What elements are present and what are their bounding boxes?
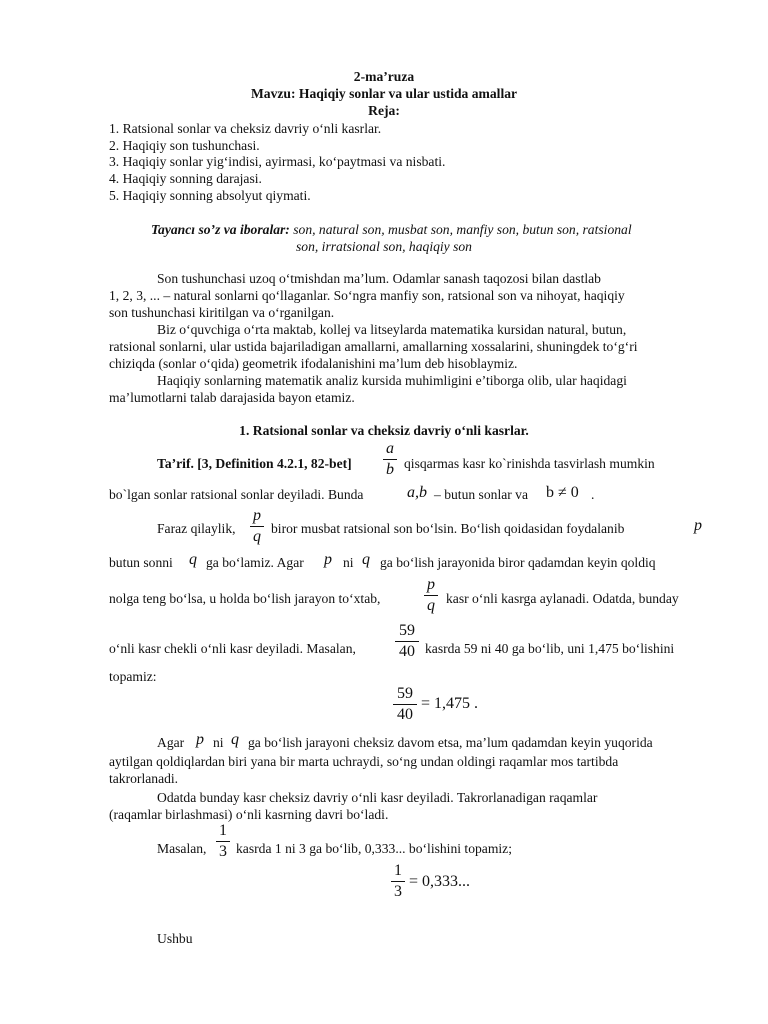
paragraph-text: biror musbat ratsional son bo‘lsin. Bo‘lish qoidasidan foydalanib: [271, 521, 625, 536]
paragraph-text: ni: [213, 735, 224, 750]
fraction-numerator: 59: [397, 685, 413, 702]
fraction-59-over-40: [395, 622, 419, 661]
math-vars: a,b: [407, 484, 427, 501]
intro-line: Haqiqiy sonlarning matematik analiz kursida muhimligini e’tiborga olib, ular haqidagi: [157, 373, 627, 388]
lecture-topic: Mavzu: Haqiqiy sonlar va ular ustida amallar: [250, 86, 518, 101]
section-title: 1. Ratsional sonlar va cheksiz davriy o‘nli kasrlar.: [239, 423, 529, 438]
fraction-numerator: 59: [399, 622, 415, 639]
paragraph-text: ni: [343, 555, 354, 570]
intro-line: 1, 2, 3, ... – natural sonlarni qo‘llaganlar. So‘ngra manfiy son, ratsional son va nihoyat, haqiqiy: [109, 288, 625, 303]
intro-line: chiziqda (sonlar o‘qida) geometrik ifodalanishini ma’lum deb hisoblaymiz.: [109, 356, 518, 371]
fraction-numerator: p: [253, 507, 261, 524]
definition-label: Ta’rif. [3, Definition 4.2.1, 82-bet]: [157, 456, 352, 471]
lecture-number: 2-ma’ruza: [353, 69, 415, 84]
fraction-denominator: b: [386, 461, 394, 478]
fraction-bar: [383, 459, 397, 460]
paragraph-text: ga bo‘lish jarayoni cheksiz davom etsa, ma’lum qadamdan keyin yuqorida: [248, 735, 653, 750]
fraction-bar: [393, 704, 417, 705]
math-var-q: q: [362, 551, 370, 568]
fraction-numerator: a: [386, 440, 394, 457]
paragraph-text: kasr o‘nli kasrga aylanadi. Odatda, bunday: [446, 591, 679, 606]
equation-fraction-1-3: [391, 862, 405, 901]
fraction-numerator: p: [427, 576, 435, 593]
math-var-p: p: [324, 551, 332, 568]
fraction-p-over-q: [250, 507, 264, 546]
paragraph-text: Masalan,: [157, 841, 207, 856]
fraction-numerator: 1: [219, 822, 227, 839]
fraction-1-over-3: [216, 822, 230, 861]
math-var-q: q: [189, 551, 197, 568]
math-condition: b ≠ 0: [546, 484, 579, 501]
definition-text: bo`lgan sonlar ratsional sonlar deyiladi. Bunda: [109, 487, 364, 502]
fraction-denominator: 40: [397, 706, 413, 723]
definition-end: .: [591, 487, 595, 502]
definition-text: – butun sonlar va: [434, 487, 529, 502]
keywords-line-2: son, irratsional son, haqiqiy son: [296, 239, 472, 254]
keywords-text: son, natural son, musbat son, manfiy son, butun son, ratsional: [289, 222, 632, 237]
plan-item: 2. Haqiqiy son tushunchasi.: [109, 138, 260, 153]
fraction-bar: [216, 841, 230, 842]
intro-line: Son tushunchasi uzoq o‘tmishdan ma’lum. Odamlar sanash taqozosi bilan dastlab: [157, 271, 601, 286]
keywords-line: [151, 221, 632, 238]
fraction-denominator: q: [253, 528, 261, 545]
paragraph-text: (raqamlar birlashmasi) o‘nli kasrning davri bo‘ladi.: [109, 807, 389, 822]
math-var-p: p: [196, 731, 204, 748]
paragraph-text: Ushbu: [157, 931, 193, 946]
plan-item: 1. Ratsional sonlar va cheksiz davriy o‘nli kasrlar.: [109, 121, 382, 136]
fraction-denominator: q: [427, 597, 435, 614]
math-var-p: p: [694, 517, 702, 534]
keywords-label: Tayancı so’z va iboralar:: [151, 222, 290, 237]
fraction-bar: [395, 641, 419, 642]
math-var-q: q: [231, 731, 239, 748]
fraction-denominator: 3: [219, 843, 227, 860]
paragraph-text: ga bo‘lamiz. Agar: [206, 555, 304, 570]
paragraph-text: butun sonni: [109, 555, 173, 570]
fraction-denominator: 40: [399, 643, 415, 660]
paragraph-text: takrorlanadi.: [109, 771, 179, 786]
equation-result: = 0,333...: [409, 873, 471, 890]
fraction-denominator: 3: [394, 883, 402, 900]
equation-fraction-59-40: [393, 685, 417, 724]
intro-line: son tushunchasi kiritilgan va o‘rganilgan.: [109, 305, 335, 320]
paragraph-text: Odatda bunday kasr cheksiz davriy o‘nli kasr deyiladi. Takrorlanadigan raqamlar: [157, 790, 598, 805]
paragraph-text: aytilgan qoldiqlardan biri yana bir marta uchraydi, so‘ng undan oldingi raqamlar mos tartibda: [109, 754, 619, 769]
equation-result: = 1,475 .: [421, 695, 479, 712]
intro-line: ma’lumotlarni talab darajasida bayon etamiz.: [109, 390, 355, 405]
plan-item: 4. Haqiqiy sonning darajasi.: [109, 171, 262, 186]
fraction-a-over-b: [383, 440, 397, 479]
paragraph-text: ga bo‘lish jarayonida biror qadamdan keyin qoldiq: [380, 555, 656, 570]
definition-text: qisqarmas kasr ko`rinishda tasvirlash mumkin: [404, 456, 655, 471]
fraction-bar: [250, 526, 264, 527]
paragraph-text: kasrda 1 ni 3 ga bo‘lib, 0,333... bo‘lishini topamiz;: [236, 841, 512, 856]
paragraph-text: topamiz:: [109, 669, 157, 684]
paragraph-text: kasrda 59 ni 40 ga bo‘lib, uni 1,475 bo‘lishini: [425, 641, 675, 656]
plan-item: 3. Haqiqiy sonlar yig‘indisi, ayirmasi, ko‘paytmasi va nisbati.: [109, 154, 446, 169]
paragraph-text: nolga teng bo‘lsa, u holda bo‘lish jarayon to‘xtab,: [109, 591, 381, 606]
paragraph-text: Faraz qilaylik,: [157, 521, 236, 536]
fraction-bar: [391, 881, 405, 882]
fraction-numerator: 1: [394, 862, 402, 879]
intro-line: ratsional sonlarni, ular ustida bajariladigan amallarni, amallarning xossalarini, shuningdek to‘g‘ri: [109, 339, 638, 354]
fraction-bar: [424, 595, 438, 596]
paragraph-text: o‘nli kasr chekli o‘nli kasr deyiladi. Masalan,: [109, 641, 356, 656]
fraction-p-over-q: [424, 576, 438, 615]
plan-title: Reja:: [368, 103, 400, 118]
paragraph-text: Agar: [157, 735, 185, 750]
intro-line: Biz o‘quvchiga o‘rta maktab, kollej va litseylarda matematika kursidan natural, butun,: [157, 322, 627, 337]
plan-item: 5. Haqiqiy sonning absolyut qiymati.: [109, 188, 311, 203]
